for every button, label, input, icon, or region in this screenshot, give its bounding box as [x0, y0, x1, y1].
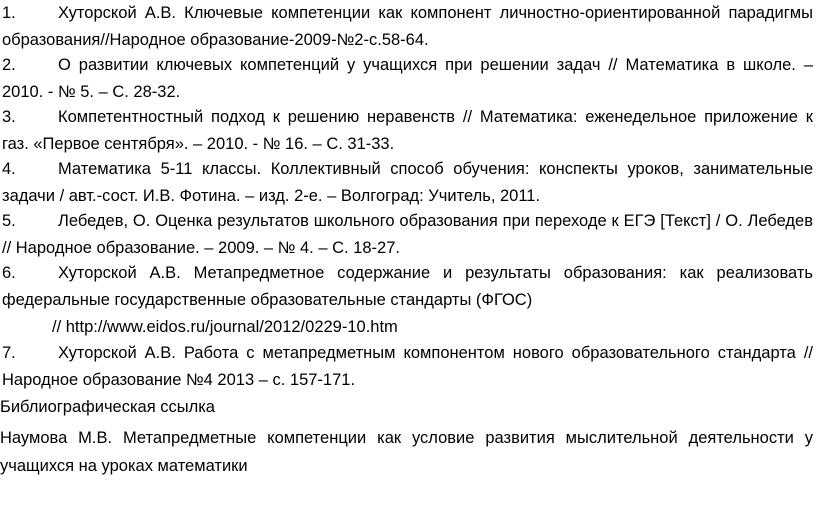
reference-number: 5.: [2, 212, 16, 230]
reference-item-1: [2, 0, 813, 54]
reference-item-6: [2, 260, 813, 341]
bibliography-heading: Библиографическая ссылка: [0, 398, 215, 416]
reference-number: 3.: [2, 108, 16, 126]
reference-number: 7.: [2, 344, 16, 362]
citation-text: Наумова М.В. Метапредметные компетенции как условие развития мыслительной деятельности у учащихся на уроках математики: [0, 429, 813, 475]
reference-text: Хуторской А.В. Метапредметное содержание и результаты образования: как реализовать федеральные государственные образовательные стандарты (ФГОС): [2, 264, 813, 309]
reference-text: Компетентностный подход к решению неравенств // Математика: еженедельное приложение к газ. «Первое сентября». – 2010. - № 16. – С. 31-33.: [2, 108, 813, 153]
reference-item-5: [2, 208, 813, 262]
reference-text: О развитии ключевых компетенций у учащихся при решении задач // Математика в школе. – 2010. - № 5. – С. 28-32.: [2, 56, 813, 101]
reference-number: 1.: [2, 4, 16, 22]
reference-item-2: [2, 52, 813, 106]
reference-number: 4.: [2, 160, 16, 178]
reference-item-3: [2, 104, 813, 158]
reference-text: Лебедев, О. Оценка результатов школьного образования при переходе к ЕГЭ [Текст] / О. Лебедев // Народное образование. – 2009. – № 4. – С. 18-27.: [2, 212, 813, 257]
reference-text: Математика 5-11 классы. Коллективный способ обучения: конспекты уроков, занимательные задачи / авт.-сост. И.В. Фотина. – изд. 2-е. – Волгоград: Учитель, 2011.: [2, 160, 813, 205]
reference-number: 6.: [2, 264, 16, 282]
reference-text: Хуторской А.В. Работа с метапредметным компонентом нового образовательного стандарта // Народное образование №4 2013 – с. 157-171.: [2, 344, 813, 389]
reference-number: 2.: [2, 56, 16, 74]
reference-item-4: [2, 156, 813, 210]
reference-item-7: [2, 340, 813, 394]
reference-url-link[interactable]: // http://www.eidos.ru/journal/2012/0229-10.htm: [52, 318, 398, 336]
reference-text: Хуторской А.В. Ключевые компетенции как компонент личностно-ориентированной парадигмы образования//Народное образование-2009-№2-с.58-64.: [2, 4, 813, 49]
